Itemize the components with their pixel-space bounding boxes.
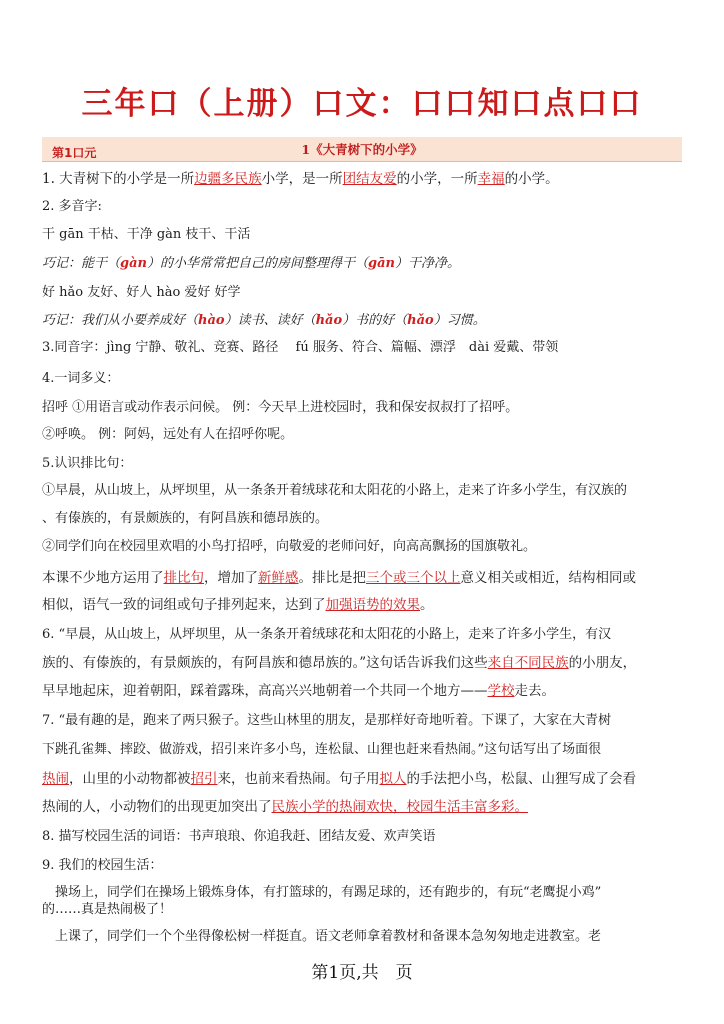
text: 的小学。 bbox=[504, 171, 559, 187]
answer-underlined: 热闹 bbox=[42, 771, 69, 787]
pinyin: hǎo bbox=[315, 313, 343, 328]
text: ）的小华常常把自己的房间整理得干（ bbox=[146, 256, 368, 271]
item-4-heading: 4.一词多义： bbox=[42, 371, 120, 386]
text: 本课不少地方运用了 bbox=[42, 570, 164, 586]
text: 的小朋友， bbox=[568, 655, 637, 671]
document-title: 三年口（上册）口文：口口知口点口口 bbox=[81, 86, 643, 122]
text: 。 bbox=[420, 597, 434, 613]
parallelism-desc-1 bbox=[42, 569, 682, 587]
text: 走去。 bbox=[514, 683, 555, 699]
answer-underlined: 排比句 bbox=[163, 570, 204, 586]
parallelism-example-1a: ①早晨，从山坡上，从坪坝里，从一条条开着绒球花和太阳花的小路上，走来了许多小学生，有汉族的 bbox=[42, 483, 628, 498]
item-8-school-words: 8. 描写校园生活的词语：书声琅琅、你追我赶、团结友爱、欢声笑语 bbox=[42, 829, 436, 844]
item-6-line-1: 6. “早晨，从山坡上，从坪坝里，从一条条开着绒球花和太阳花的小路上，走来了许多小学生，有汉 bbox=[42, 627, 612, 642]
unit-label: 第1口元 bbox=[52, 146, 97, 160]
answer-underlined: 学校 bbox=[487, 683, 515, 699]
text: ）读书、读好（ bbox=[224, 313, 316, 328]
text: 热闹的人，小动物们的出现更加突出了 bbox=[42, 799, 272, 815]
item-7-line-4 bbox=[42, 798, 682, 816]
pinyin: gàn bbox=[120, 256, 147, 271]
text: 早早地起床，迎着朝阳，踩着露珠，高高兴兴地朝着一个共同一个地方—— bbox=[42, 683, 488, 699]
answer-underlined: 边疆多民族 bbox=[194, 171, 262, 187]
page-footer: 第1页,共 页 bbox=[311, 963, 413, 983]
text: 族的、有傣族的，有景颇族的，有阿昌族和德昂族的。”这句话告诉我们这些 bbox=[42, 655, 488, 671]
item-9-line-2: 的……真是热闹极了！ bbox=[42, 902, 173, 917]
polyphone-line-hao: 好 hǎo 友好、好人 hào 爱好 好学 bbox=[42, 285, 241, 300]
lesson-title: 1《大青树下的小学》 bbox=[301, 142, 423, 157]
answer-underlined: 拟人 bbox=[379, 771, 407, 787]
answer-underlined: 民族小学的热闹欢快，校园生活丰富多彩。 bbox=[271, 799, 528, 815]
item-7-line-2: 下跳孔雀舞、摔跤、做游戏，招引来许多小鸟，连松鼠、山狸也赶来看热闹。”这句话写出了场面很 bbox=[42, 742, 602, 757]
item-3-homophones: 3.同音字：jìng 宁静、敬礼、竞赛、路径 fú 服务、符合、篇幅、漂浮 dài 爱戴、带领 bbox=[42, 340, 559, 355]
answer-underlined: 加强语势的效果 bbox=[325, 597, 420, 613]
text: 巧记：能干（ bbox=[42, 256, 121, 271]
item-1 bbox=[42, 170, 682, 188]
polysemy-line-1: 招呼 ①用语言或动作表示问候。 例：今天早上进校园时，我和保安叔叔打了招呼。 bbox=[42, 400, 519, 415]
text: ，增加了 bbox=[204, 570, 258, 586]
answer-underlined: 来自不同民族 bbox=[487, 655, 569, 671]
text: ）干净净。 bbox=[394, 256, 460, 271]
polyphone-line-gan: 干 gān 干枯、干净 gàn 枝干、干活 bbox=[42, 227, 251, 242]
pinyin: hǎo bbox=[407, 313, 434, 328]
pinyin: hào bbox=[198, 313, 225, 328]
text: ，山里的小动物都被 bbox=[69, 771, 191, 787]
text: 。排比是把 bbox=[298, 570, 366, 586]
text: 的手法把小鸟，松鼠、山狸写成了会看 bbox=[406, 771, 636, 787]
text: 意义相关或相近，结构相同或 bbox=[460, 570, 636, 586]
answer-underlined: 新鲜感 bbox=[258, 570, 299, 586]
text: 来，也前来看热闹。句子用 bbox=[217, 771, 380, 787]
text: 1. 大青树下的小学是一所 bbox=[42, 171, 195, 187]
item-9-line-3: 上课了，同学们一个个坐得像松树一样挺直。语文老师拿着教材和备课本急匆匆地走进教室。老 bbox=[42, 929, 602, 944]
mnemonic-gan bbox=[42, 255, 682, 273]
text: ）书的好（ bbox=[342, 313, 408, 328]
text: 巧记：我们从小要养成好（ bbox=[42, 313, 199, 328]
text: 的小学，一所 bbox=[396, 171, 478, 187]
parallelism-example-1b: 、有傣族的，有景颇族的，有阿昌族和德昂族的。 bbox=[42, 511, 329, 526]
item-2-heading: 2. 多音字: bbox=[42, 199, 102, 214]
item-6-line-2 bbox=[42, 654, 682, 672]
pinyin: gān bbox=[368, 256, 395, 271]
answer-underlined: 招引 bbox=[190, 771, 218, 787]
text: 相似，语气一致的词组或句子排列起来，达到了 bbox=[42, 597, 326, 613]
text: 小学，是一所 bbox=[261, 171, 343, 187]
mnemonic-hao bbox=[42, 312, 682, 330]
parallelism-desc-2 bbox=[42, 596, 682, 614]
unit-header-bar bbox=[42, 137, 682, 162]
answer-underlined: 三个或三个以上 bbox=[366, 570, 461, 586]
answer-underlined: 团结友爱 bbox=[342, 171, 397, 187]
item-9-heading: 9. 我们的校园生活： bbox=[42, 858, 163, 873]
parallelism-example-2: ②同学们向在校园里欢唱的小鸟打招呼，向敬爱的老师问好，向高高飘扬的国旗敬礼。 bbox=[42, 539, 537, 554]
item-9-line-1: 操场上，同学们在操场上锻炼身体，有打篮球的，有踢足球的，还有跑步的，有玩“老鹰捉小鸡” bbox=[42, 885, 602, 900]
answer-underlined: 幸福 bbox=[477, 171, 505, 187]
item-6-line-3 bbox=[42, 682, 682, 700]
item-5-heading: 5.认识排比句： bbox=[42, 456, 133, 471]
item-7-line-1: 7. “最有趣的是，跑来了两只猴子。这些山林里的朋友，是那样好奇地听着。下课了，大家在大青树 bbox=[42, 713, 612, 728]
item-7-line-3 bbox=[42, 770, 682, 788]
text: ）习惯。 bbox=[433, 313, 486, 328]
polysemy-line-2: ②呼唤。 例：阿妈，远处有人在招呼你呢。 bbox=[42, 427, 294, 442]
